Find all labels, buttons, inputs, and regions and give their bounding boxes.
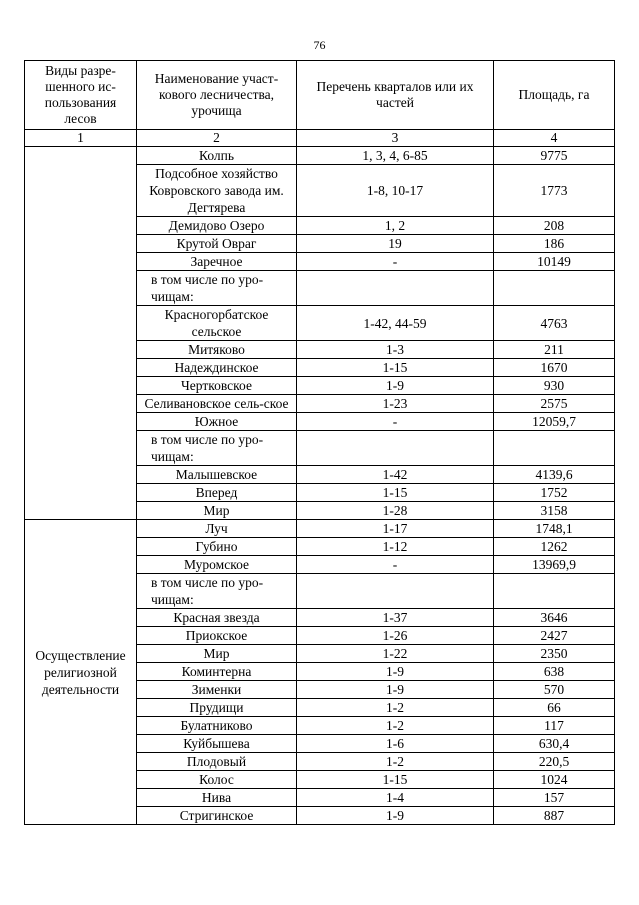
- forestry-name-cell: Чертковское: [137, 377, 297, 395]
- quarters-cell: 1-2: [297, 699, 494, 717]
- table-body: [25, 147, 615, 825]
- area-cell: 887: [494, 807, 615, 825]
- area-cell: 186: [494, 235, 615, 253]
- quarters-cell: 1-28: [297, 502, 494, 520]
- forestry-name-cell: Губино: [137, 538, 297, 556]
- quarters-cell: 1-26: [297, 627, 494, 645]
- forestry-name-cell: Вперед: [137, 484, 297, 502]
- quarters-cell: 1, 2: [297, 217, 494, 235]
- header-forestry-name: Наименование участ-кового лесничества, урочища: [137, 61, 297, 130]
- header-row: [25, 61, 615, 130]
- page-number: 76: [313, 38, 326, 52]
- area-cell: 570: [494, 681, 615, 699]
- quarters-cell: 1-2: [297, 753, 494, 771]
- forestry-name-cell: в том числе по уро-чищам:: [137, 574, 297, 609]
- quarters-cell: 1-15: [297, 771, 494, 789]
- quarters-cell: -: [297, 556, 494, 574]
- table-row: [25, 147, 615, 165]
- table-row: [25, 520, 615, 538]
- header-quarters-list: Перечень кварталов или их частей: [297, 61, 494, 130]
- forestry-name-cell: Куйбышева: [137, 735, 297, 753]
- forestry-name-cell: Красная звезда: [137, 609, 297, 627]
- forestry-name-cell: Крутой Овраг: [137, 235, 297, 253]
- forestry-name-cell: Стригинское: [137, 807, 297, 825]
- quarters-cell: 1-4: [297, 789, 494, 807]
- forestry-name-cell: Красногорбатское сельское: [137, 306, 297, 341]
- area-cell: 1262: [494, 538, 615, 556]
- area-cell: 211: [494, 341, 615, 359]
- quarters-cell: 1-8, 10-17: [297, 165, 494, 217]
- forestry-name-cell: Заречное: [137, 253, 297, 271]
- quarters-cell: [297, 431, 494, 466]
- quarters-cell: [297, 271, 494, 306]
- forestry-name-cell: Луч: [137, 520, 297, 538]
- area-cell: 1752: [494, 484, 615, 502]
- area-cell: 2575: [494, 395, 615, 413]
- quarters-cell: 1-6: [297, 735, 494, 753]
- quarters-cell: 1-12: [297, 538, 494, 556]
- forestry-name-cell: Приокское: [137, 627, 297, 645]
- quarters-cell: 19: [297, 235, 494, 253]
- column-number: 1: [25, 130, 137, 147]
- forestry-name-cell: Южное: [137, 413, 297, 431]
- quarters-cell: 1-42, 44-59: [297, 306, 494, 341]
- quarters-cell: [297, 574, 494, 609]
- forest-use-table: [24, 60, 615, 825]
- quarters-cell: 1-17: [297, 520, 494, 538]
- quarters-cell: 1-15: [297, 484, 494, 502]
- forestry-name-cell: Мир: [137, 645, 297, 663]
- area-cell: 1748,1: [494, 520, 615, 538]
- area-cell: [494, 574, 615, 609]
- forestry-name-cell: Плодовый: [137, 753, 297, 771]
- quarters-cell: -: [297, 253, 494, 271]
- use-type-cell: [25, 147, 137, 520]
- forestry-name-cell: в том числе по уро-чищам:: [137, 431, 297, 466]
- forestry-name-cell: Прудищи: [137, 699, 297, 717]
- quarters-cell: 1-23: [297, 395, 494, 413]
- area-cell: 9775: [494, 147, 615, 165]
- area-cell: 117: [494, 717, 615, 735]
- quarters-cell: 1-9: [297, 681, 494, 699]
- use-type-cell: Осуществление религиозной деятельности: [25, 520, 137, 825]
- area-cell: 157: [494, 789, 615, 807]
- area-cell: 638: [494, 663, 615, 681]
- area-cell: 10149: [494, 253, 615, 271]
- area-cell: 4139,6: [494, 466, 615, 484]
- area-cell: 1024: [494, 771, 615, 789]
- area-cell: 13969,9: [494, 556, 615, 574]
- quarters-cell: 1-42: [297, 466, 494, 484]
- area-cell: 4763: [494, 306, 615, 341]
- header-area: Площадь, га: [494, 61, 615, 130]
- area-cell: 930: [494, 377, 615, 395]
- quarters-cell: 1-9: [297, 377, 494, 395]
- area-cell: 3646: [494, 609, 615, 627]
- area-cell: 3158: [494, 502, 615, 520]
- area-cell: 2350: [494, 645, 615, 663]
- area-cell: 208: [494, 217, 615, 235]
- column-number: 4: [494, 130, 615, 147]
- area-cell: 1670: [494, 359, 615, 377]
- forestry-name-cell: Колос: [137, 771, 297, 789]
- quarters-cell: 1-3: [297, 341, 494, 359]
- area-cell: [494, 431, 615, 466]
- area-cell: 1773: [494, 165, 615, 217]
- area-cell: 220,5: [494, 753, 615, 771]
- quarters-cell: 1, 3, 4, 6-85: [297, 147, 494, 165]
- column-number-row: [25, 130, 615, 147]
- area-cell: 630,4: [494, 735, 615, 753]
- forestry-name-cell: Митяково: [137, 341, 297, 359]
- forestry-name-cell: Мир: [137, 502, 297, 520]
- forestry-name-cell: Зименки: [137, 681, 297, 699]
- forestry-name-cell: Подсобное хозяйство Ковровского завода им. Дегтярева: [137, 165, 297, 217]
- forestry-name-cell: в том числе по уро-чищам:: [137, 271, 297, 306]
- quarters-cell: 1-22: [297, 645, 494, 663]
- quarters-cell: 1-37: [297, 609, 494, 627]
- forestry-name-cell: Коминтерна: [137, 663, 297, 681]
- forestry-name-cell: Колпь: [137, 147, 297, 165]
- quarters-cell: 1-9: [297, 807, 494, 825]
- area-cell: [494, 271, 615, 306]
- forestry-name-cell: Малышевское: [137, 466, 297, 484]
- forestry-name-cell: Демидово Озеро: [137, 217, 297, 235]
- quarters-cell: 1-9: [297, 663, 494, 681]
- area-cell: 12059,7: [494, 413, 615, 431]
- quarters-cell: 1-15: [297, 359, 494, 377]
- quarters-cell: 1-2: [297, 717, 494, 735]
- area-cell: 2427: [494, 627, 615, 645]
- quarters-cell: -: [297, 413, 494, 431]
- forestry-name-cell: Селивановское сель-ское: [137, 395, 297, 413]
- header-use-type: Виды разре-шенного ис-пользования лесов: [25, 61, 137, 130]
- column-number: 2: [137, 130, 297, 147]
- forestry-name-cell: Надеждинское: [137, 359, 297, 377]
- forestry-name-cell: Муромское: [137, 556, 297, 574]
- forestry-name-cell: Булатниково: [137, 717, 297, 735]
- area-cell: 66: [494, 699, 615, 717]
- forestry-name-cell: Нива: [137, 789, 297, 807]
- column-number: 3: [297, 130, 494, 147]
